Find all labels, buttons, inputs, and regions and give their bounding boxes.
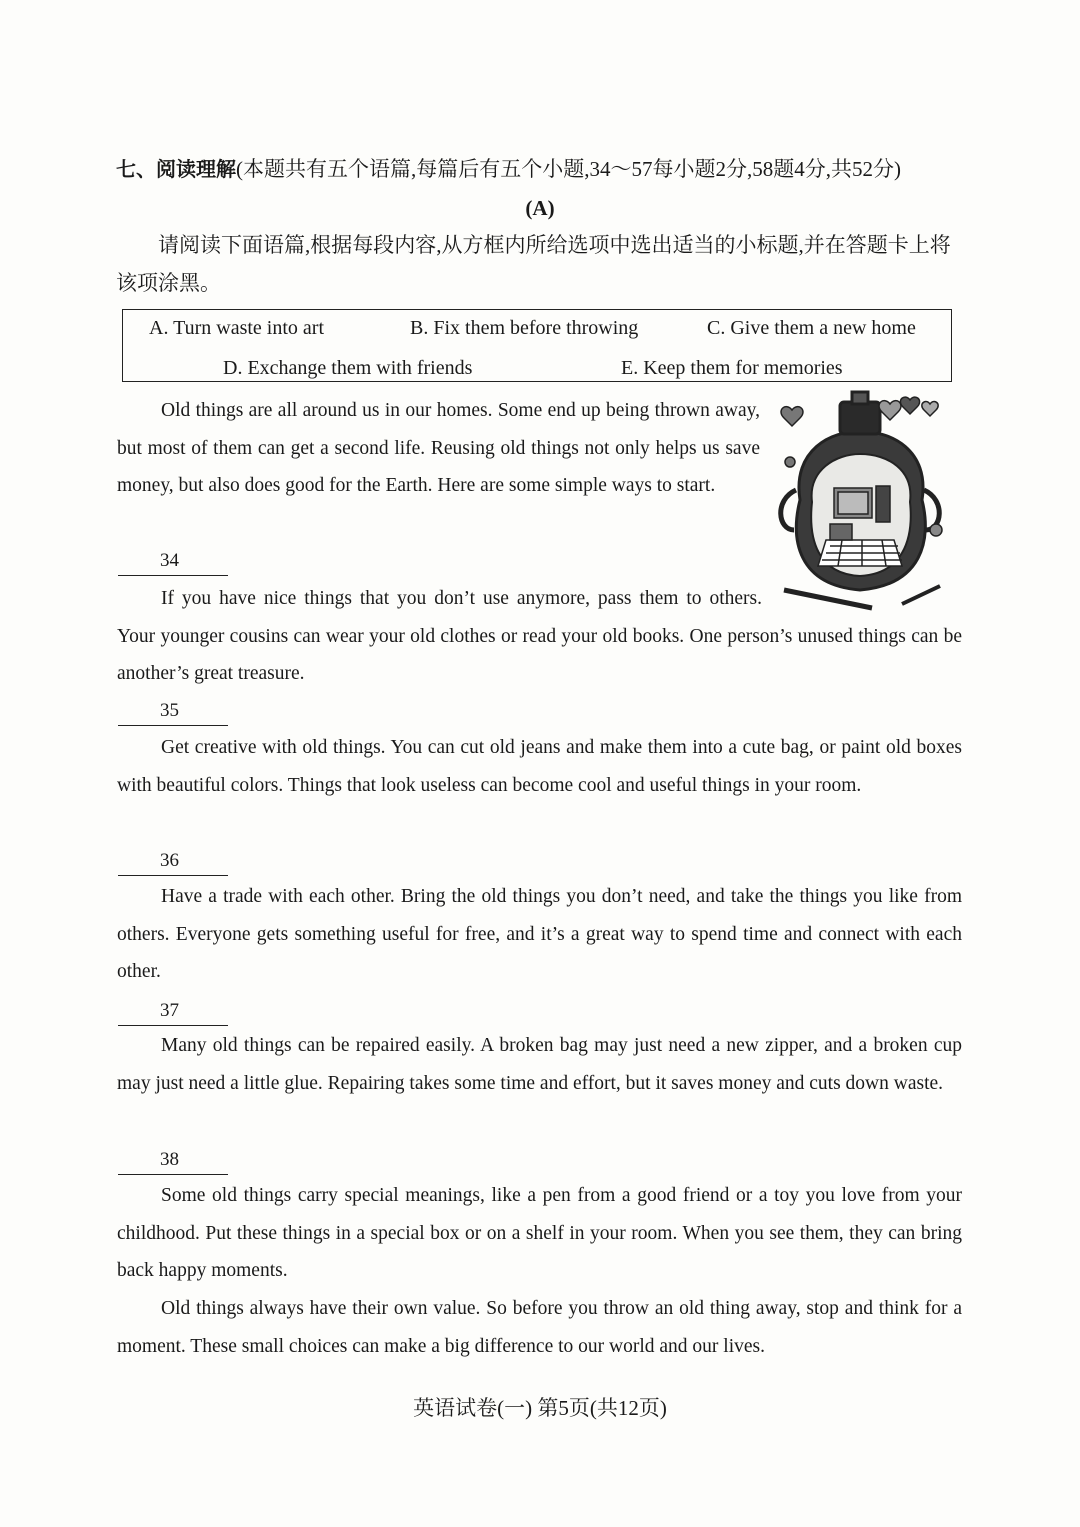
answer-blank-34[interactable]: 34 (118, 546, 228, 576)
part-label: (A) (525, 196, 555, 220)
paragraph-37: Many old things can be repaired easily. A broken bag may just need a new zipper, and a broken cup may just need a little glue. Repairing takes some time and effort, but it saves money and cuts down waste. (117, 1035, 962, 1094)
options-box (122, 309, 952, 382)
option-d: D. Exchange them with friends (223, 357, 473, 379)
answer-blank-35[interactable]: 35 (118, 696, 228, 726)
conclusion-paragraph: Old things always have their own value. So before you throw an old thing away, stop and think for a moment. These small choices can make a big difference to our world and our lives. (117, 1298, 962, 1357)
section-title: 七、阅读理解 (116, 157, 236, 181)
section-heading (116, 152, 976, 186)
instructions: 请阅读下面语篇,根据每段内容,从方框内所给选项中选出适当的小标题,并在答题卡上将该项涂黑。 (116, 233, 951, 295)
answer-blank-36[interactable]: 36 (118, 846, 228, 876)
paragraph-36: Have a trade with each other. Bring the old things you don’t need, and take the things you like from others. Everyone gets something useful for free, and it’s a great way to spend time and connect with each other. (117, 886, 962, 982)
paragraph-34: If you have nice things that you don’t use anymore, pass them to others. Your younger cousins can wear your old clothes or read your old books. One person’s unused things can be another’s great treasure. (117, 588, 962, 684)
page-footer: 英语试卷(一) 第5页(共12页) (413, 1396, 667, 1420)
option-a: A. Turn waste into art (149, 317, 324, 339)
paragraph-38: Some old things carry special meanings, like a pen from a good friend or a toy you love from your childhood. Put these things in a special box or on a shelf in your room. When you see them, they can bring back happy moments. (117, 1185, 962, 1281)
paragraph-35: Get creative with old things. You can cut old jeans and make them into a cute bag, or paint old boxes with beautiful colors. Things that look useless can become cool and useful things in your room. (117, 737, 962, 796)
option-b: B. Fix them before throwing (410, 317, 639, 339)
option-c: C. Give them a new home (707, 317, 916, 339)
option-e: E. Keep them for memories (621, 357, 843, 379)
answer-blank-37[interactable]: 37 (118, 996, 228, 1026)
intro-paragraph: Old things are all around us in our homes. Some end up being thrown away, but most of them can get a second life. Reusing old things not only helps us save money, but also does good for the Earth. Here are some simple ways to start. (117, 400, 760, 496)
answer-blank-38[interactable]: 38 (118, 1145, 228, 1175)
section-note: (本题共有五个语篇,每篇后有五个小题,34～57每小题2分,58题4分,共52分) (236, 157, 901, 181)
